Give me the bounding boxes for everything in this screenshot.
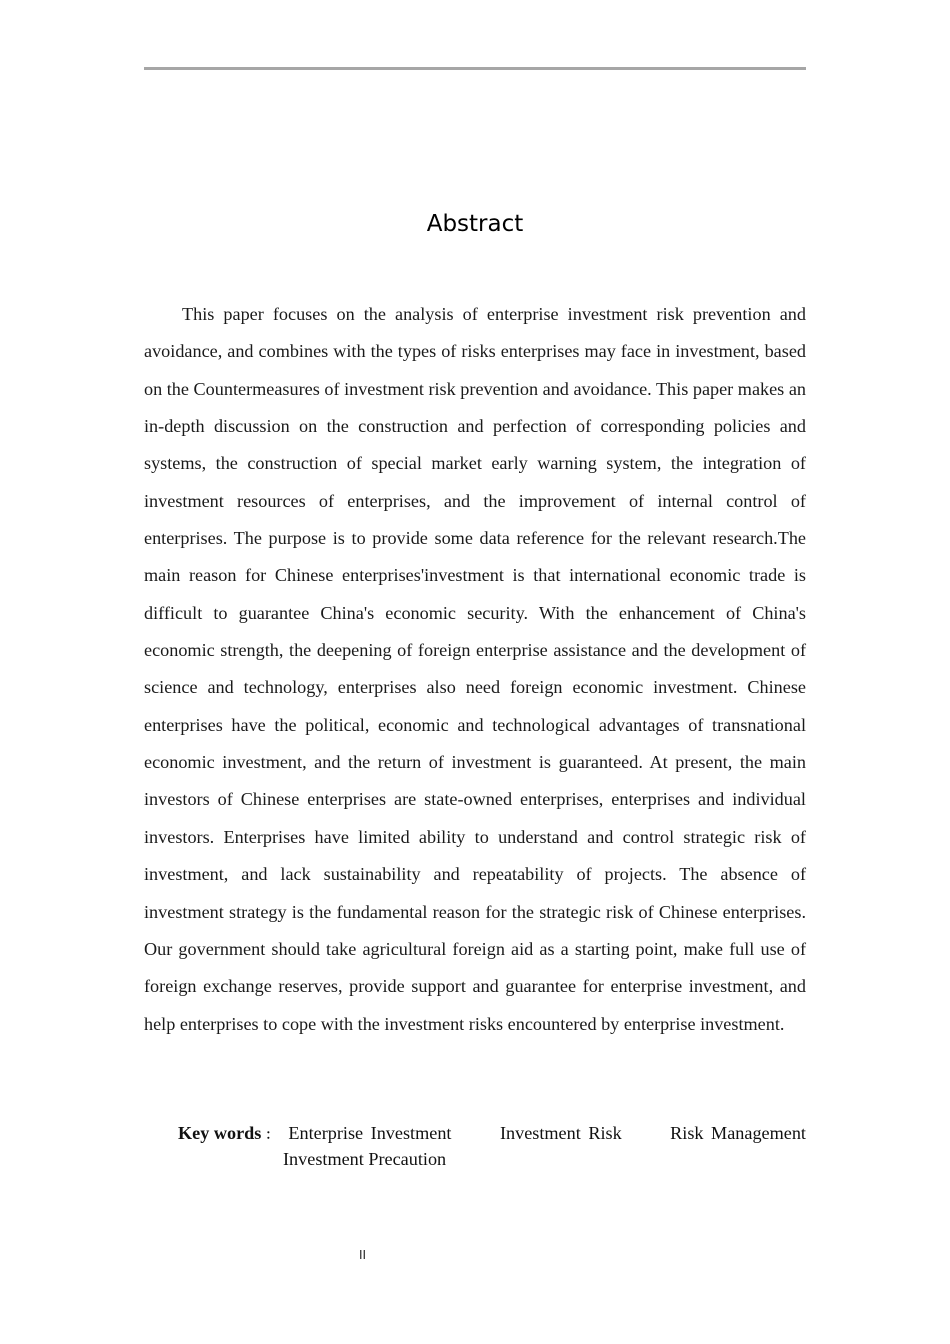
abstract-title: Abstract [426,211,524,237]
keyword-item: Investment Precaution [283,1149,447,1169]
keywords-label: Key words [178,1123,262,1143]
abstract-body: This paper focuses on the analysis of enterprise investment risk prevention and avoidance, and combines with the types of risks enterprises may face in investment, based on the Countermeasures of investment risk prevention and avoidance. This paper makes an in-depth discussion on the construction and perfection of corresponding policies and systems, the construction of special market early warning system, the integration of investment resources of enterprises, and the improvement of internal control of enterprises. The purpose is to provide some data reference for the relevant research.The main reason for Chinese enterprises'investment is that international economic trade is difficult to guarantee China's economic security. With the enhancement of China's economic strength, the deepening of foreign enterprise assistance and the development of science and technology, enterprises also need foreign economic investment. Chinese enterprises have the political, economic and technological advantages of transnational economic investment, and the return of investment is guaranteed. At present, the main investors of Chinese enterprises are state-owned enterprises, enterprises and individual investors. Enterprises have limited ability to understand and control strategic risk of investment, and lack sustainability and repeatability of projects. The absence of investment strategy is the fundamental reason for the strategic risk of Chinese enterprises. Our government should take agricultural foreign aid as a starting point, make full use of foreign exchange reserves, provide support and guarantee for enterprise investment, and help enterprises to cope with the investment risks encountered by enterprise investment. [144,304,806,1034]
header-rule [144,67,806,70]
keywords-line-2 [144,1147,806,1172]
page-number: II [359,1248,367,1262]
keyword-item: Risk Management [670,1123,806,1143]
keywords-line [144,1121,806,1147]
keywords-section [144,1121,806,1172]
keywords-separator: ： [265,1127,279,1142]
keywords-list [288,1121,806,1146]
keyword-item: Enterprise Investment [288,1123,452,1143]
keyword-item: Investment Risk [499,1123,622,1143]
